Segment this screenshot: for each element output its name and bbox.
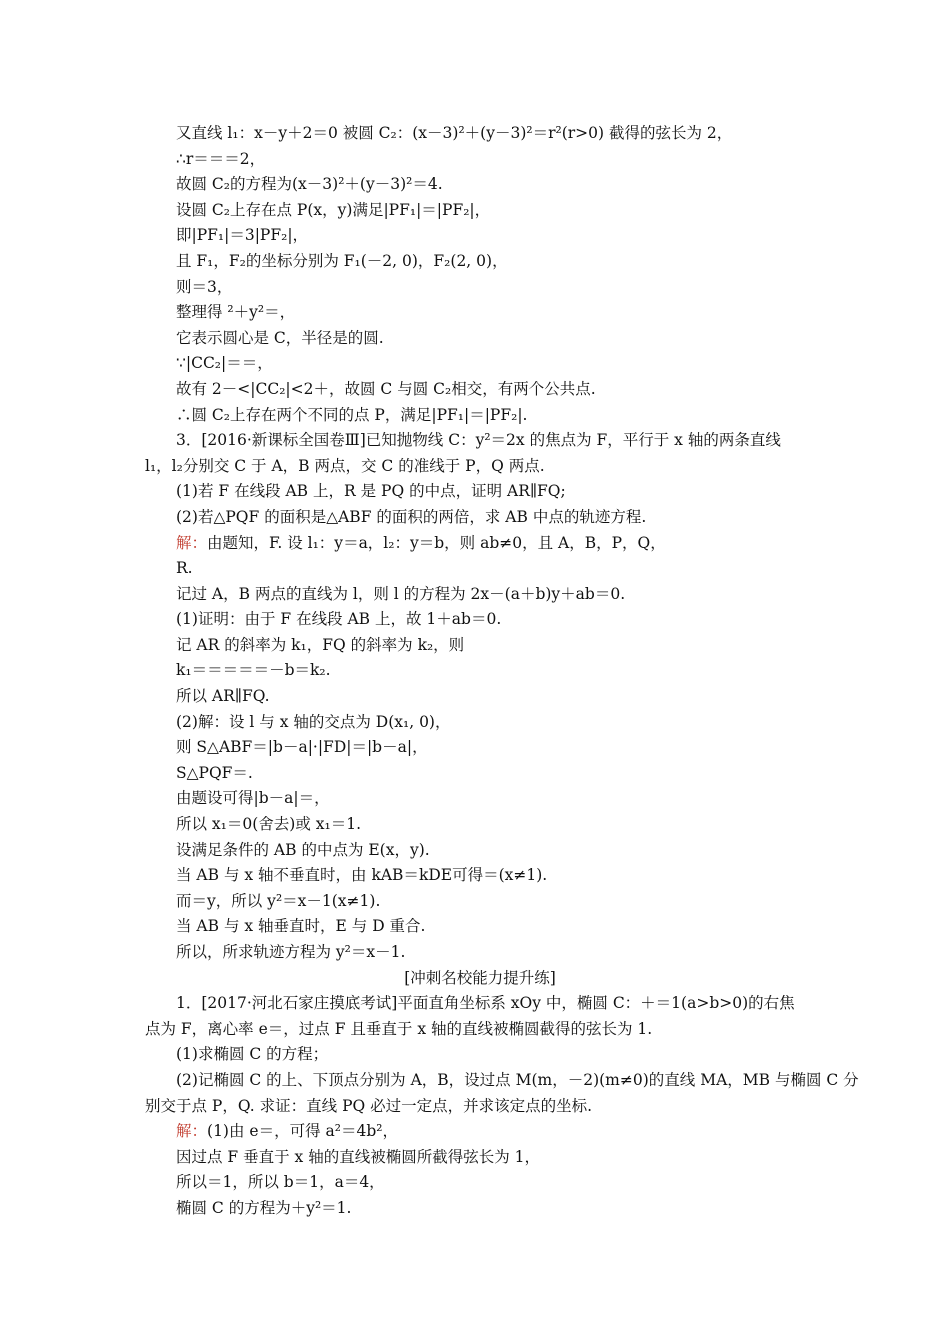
line-text: 故圆 C₂的方程为(x－3)²＋(y－3)²＝4.	[176, 175, 443, 194]
line-text: 它表示圆心是 C，半径是的圆.	[176, 328, 384, 347]
section-heading	[145, 966, 815, 992]
text-line	[145, 275, 815, 301]
line-text: ∵|CC₂|＝＝，	[176, 354, 273, 373]
text-line	[145, 121, 815, 147]
line-text: [冲刺名校能力提升练]	[404, 968, 556, 987]
line-text: 所以＝1，所以 b＝1，a＝4，	[176, 1173, 385, 1192]
line-text: (2)若△PQF 的面积是△ABF 的面积的两倍，求 AB 中点的轨迹方程.	[176, 507, 647, 526]
line-text: 即|PF₁|＝3|PF₂|，	[176, 226, 309, 245]
line-text: (1)求椭圆 C 的方程；	[176, 1045, 329, 1064]
line-text: 设满足条件的 AB 的中点为 E(x，y).	[176, 840, 430, 859]
text-line	[145, 1068, 859, 1094]
text-line	[145, 454, 815, 480]
text-line	[145, 914, 815, 940]
line-text: l₁，l₂分别交 C 于 A，B 两点，交 C 的准线于 P，Q 两点.	[145, 456, 545, 475]
line-text: (2)解：设 l 与 x 轴的交点为 D(x₁, 0)，	[176, 712, 451, 731]
text-line	[145, 658, 815, 684]
text-line	[145, 172, 815, 198]
solution-label: 解：	[176, 533, 208, 552]
line-text: 别交于点 P，Q. 求证：直线 PQ 必过一定点，并求该定点的坐标.	[145, 1096, 593, 1115]
text-line	[145, 582, 815, 608]
line-text: 记过 A，B 两点的直线为 l，则 l 的方程为 2x－(a＋b)y＋ab＝0.	[176, 584, 626, 603]
text-line	[145, 351, 815, 377]
line-text: 由题设可得|b－a|＝，	[176, 789, 330, 808]
text-line	[145, 1170, 815, 1196]
text-line	[145, 479, 815, 505]
text-line	[145, 198, 815, 224]
line-text: 则 S△ABF＝|b－a|·|FD|＝|b－a|，	[176, 738, 428, 757]
text-line	[145, 1145, 815, 1171]
text-line	[145, 863, 815, 889]
line-text: 3．[2016·新课标全国卷Ⅲ]已知抛物线 C：y²＝2x 的焦点为 F，平行于 x 轴的两条直线	[176, 431, 781, 450]
line-text: ∴圆 C₂上存在两个不同的点 P，满足|PF₁|＝|PF₂|.	[176, 405, 528, 424]
text-line	[145, 633, 815, 659]
text-line	[145, 991, 815, 1017]
line-text: 则＝3，	[176, 277, 233, 296]
line-text: 且 F₁，F₂的坐标分别为 F₁(－2, 0)，F₂(2, 0)，	[176, 251, 508, 270]
text-line	[145, 556, 815, 582]
text-line	[145, 377, 815, 403]
document-body	[145, 121, 859, 1222]
line-text: (1)由 e＝，可得 a²＝4b²，	[207, 1122, 398, 1141]
text-line	[145, 1094, 815, 1120]
line-text: 当 AB 与 x 轴不垂直时，由 kAB＝kDE可得＝(x≠1).	[176, 866, 548, 885]
line-text: (1)若 F 在线段 AB 上，R 是 PQ 的中点，证明 AR∥FQ;	[176, 482, 566, 501]
text-line	[145, 761, 815, 787]
line-text: 记 AR 的斜率为 k₁，FQ 的斜率为 k₂，则	[176, 635, 465, 654]
text-line	[145, 403, 815, 429]
text-line	[145, 249, 815, 275]
line-text: R.	[176, 559, 193, 578]
text-line	[145, 786, 815, 812]
line-text: 而＝y，所以 y²＝x－1(x≠1).	[176, 891, 381, 910]
text-line	[145, 531, 815, 557]
line-text: ∴r＝＝＝2，	[176, 149, 266, 168]
text-line	[145, 300, 815, 326]
line-text: 设圆 C₂上存在点 P(x，y)满足|PF₁|＝|PF₂|，	[176, 200, 491, 219]
text-line	[145, 684, 815, 710]
text-line	[145, 1017, 815, 1043]
line-text: 整理得 ²＋y²＝，	[176, 303, 296, 322]
line-text: 故有 2－<|CC₂|<2＋，故圆 C 与圆 C₂相交，有两个公共点.	[176, 379, 596, 398]
text-line	[145, 428, 815, 454]
line-text: 所以，所求轨迹方程为 y²＝x－1.	[176, 943, 406, 961]
text-line	[145, 505, 815, 531]
line-text: 椭圆 C 的方程为＋y²＝1.	[176, 1198, 352, 1217]
text-line	[145, 940, 815, 966]
line-text: 所以 x₁＝0(舍去)或 x₁＝1.	[176, 815, 362, 834]
text-line	[145, 147, 815, 173]
line-text: 点为 F，离心率 e＝，过点 F 且垂直于 x 轴的直线被椭圆截得的弦长为 1.	[145, 1019, 653, 1038]
text-line	[145, 838, 815, 864]
line-text: 1．[2017·河北石家庄摸底考试]平面直角坐标系 xOy 中，椭圆 C：＋＝1(a>b>0)的右焦	[176, 994, 795, 1013]
solution-label: 解：	[176, 1122, 208, 1141]
line-text: 由题知，F. 设 l₁：y＝a，l₂：y＝b，则 ab≠0，且 A，B，P，Q，	[207, 533, 666, 552]
text-line	[145, 1196, 815, 1222]
text-line	[145, 1042, 815, 1068]
text-line	[145, 710, 815, 736]
text-line	[145, 812, 815, 838]
line-text: 又直线 l₁：x－y＋2＝0 被圆 C₂：(x－3)²＋(y－3)²＝r²(r>0) 截得的弦长为 2，	[176, 124, 733, 142]
text-line	[145, 607, 815, 633]
text-line	[145, 223, 815, 249]
text-line	[145, 889, 815, 915]
line-text: (2)记椭圆 C 的上、下顶点分别为 A，B，设过点 M(m，－2)(m≠0)的直线 MA，MB 与椭圆 C 分	[176, 1070, 859, 1089]
line-text: S△PQF＝.	[176, 763, 253, 782]
text-line	[145, 1119, 815, 1145]
text-line	[145, 326, 815, 352]
line-text: 因过点 F 垂直于 x 轴的直线被椭圆所截得弦长为 1，	[176, 1147, 540, 1166]
text-line	[145, 735, 815, 761]
line-text: 所以 AR∥FQ.	[176, 687, 270, 706]
line-text: 当 AB 与 x 轴垂直时，E 与 D 重合.	[176, 917, 426, 936]
line-text: (1)证明：由于 F 在线段 AB 上，故 1＋ab＝0.	[176, 610, 502, 629]
line-text: k₁＝＝＝＝＝－b＝k₂.	[176, 661, 331, 680]
